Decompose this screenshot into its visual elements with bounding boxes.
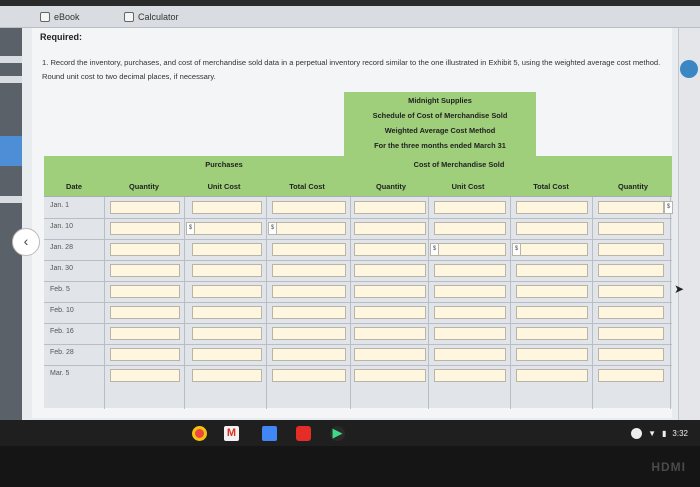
back-arrow-icon[interactable]: ‹ [12, 228, 40, 256]
battery-icon: ▮ [662, 428, 667, 438]
right-circle-icon[interactable] [680, 60, 698, 78]
entry-input[interactable] [192, 264, 262, 277]
strip-divider [0, 196, 22, 203]
entry-input[interactable] [110, 285, 180, 298]
entry-input[interactable] [272, 243, 346, 256]
currency-symbol: $ [186, 222, 195, 235]
entry-input[interactable] [272, 264, 346, 277]
table-row [44, 197, 672, 218]
currency-symbol: $ [268, 222, 277, 235]
entry-input[interactable] [272, 327, 346, 340]
entry-input[interactable] [192, 201, 262, 214]
play-store-icon[interactable]: ▶ [330, 426, 345, 441]
entry-input[interactable] [110, 369, 180, 382]
strip-divider [0, 76, 22, 83]
entry-input[interactable] [354, 264, 426, 277]
purchases-header: Purchases [205, 160, 243, 169]
entry-input[interactable] [516, 369, 588, 382]
entry-input[interactable] [192, 369, 262, 382]
screen [0, 6, 700, 426]
currency-symbol: $ [512, 243, 521, 256]
entry-input[interactable] [598, 327, 664, 340]
entry-input[interactable] [272, 201, 346, 214]
col-purchase-total-cost: Total Cost [289, 182, 325, 191]
entry-input[interactable] [516, 201, 588, 214]
entry-input[interactable] [192, 306, 262, 319]
row-date: Jan. 1 [50, 202, 70, 209]
strip-active-marker [0, 136, 22, 166]
schedule-period: For the three months ended March 31 [374, 141, 506, 150]
col-purchase-quantity: Quantity [129, 182, 159, 191]
col-cogs-quantity: Quantity [376, 182, 406, 191]
entry-input[interactable] [434, 222, 506, 235]
tab-calculator-label: Calculator [138, 12, 179, 22]
schedule-title: Schedule of Cost of Merchandise Sold [372, 111, 508, 120]
entry-input[interactable] [598, 306, 664, 319]
entry-input[interactable] [272, 285, 346, 298]
entry-input[interactable] [516, 285, 588, 298]
entry-input[interactable] [272, 369, 346, 382]
book-icon [40, 12, 50, 22]
notification-icon [631, 428, 642, 439]
entry-input[interactable] [354, 327, 426, 340]
gmail-icon[interactable]: M [224, 426, 239, 441]
entry-input[interactable] [434, 285, 506, 298]
entry-input[interactable] [434, 348, 506, 361]
entry-input[interactable] [434, 306, 506, 319]
table-row [44, 323, 672, 344]
row-date: Jan. 10 [50, 223, 73, 230]
currency-symbol: $ [430, 243, 439, 256]
entry-input[interactable] [110, 306, 180, 319]
company-name: Midnight Supplies [408, 96, 472, 105]
entry-input[interactable] [598, 201, 664, 214]
entry-input[interactable] [354, 306, 426, 319]
row-date: Jan. 30 [50, 265, 73, 272]
entry-input[interactable] [192, 222, 262, 235]
youtube-icon[interactable] [296, 426, 311, 441]
right-edge-strip [678, 28, 700, 426]
entry-input[interactable] [434, 264, 506, 277]
entry-input[interactable] [354, 348, 426, 361]
col-cogs-unit-cost: Unit Cost [451, 182, 485, 191]
row-date: Feb. 5 [50, 286, 70, 293]
entry-input[interactable] [110, 222, 180, 235]
entry-input[interactable] [110, 243, 180, 256]
entry-input[interactable] [434, 327, 506, 340]
entry-input[interactable] [598, 285, 664, 298]
screen-bezel-bottom [0, 446, 700, 487]
wifi-icon: ▼ [648, 428, 657, 438]
entry-input[interactable] [598, 264, 664, 277]
schedule-method: Weighted Average Cost Method [384, 126, 496, 135]
table-row [44, 239, 672, 260]
tab-ebook[interactable] [40, 9, 80, 25]
table-row [44, 365, 672, 386]
col-date: Date [65, 182, 83, 191]
required-heading: Required: [40, 32, 83, 42]
col-inventory-quantity: Quantity [618, 182, 648, 191]
entry-input[interactable] [192, 348, 262, 361]
hdmi-label: HDMI [651, 460, 686, 474]
entry-input[interactable] [354, 369, 426, 382]
entry-input[interactable] [192, 327, 262, 340]
entry-input[interactable] [516, 222, 588, 235]
entry-input[interactable] [192, 285, 262, 298]
entry-input[interactable] [598, 222, 664, 235]
col-purchase-unit-cost: Unit Cost [207, 182, 241, 191]
entry-input[interactable] [110, 264, 180, 277]
main-content [32, 28, 672, 418]
chrome-icon[interactable] [192, 426, 207, 441]
table-row [44, 344, 672, 365]
row-date: Feb. 10 [50, 307, 74, 314]
tab-ebook-label: eBook [54, 12, 80, 22]
status-tray[interactable] [631, 424, 688, 442]
table-row [44, 260, 672, 281]
col-cogs-total-cost: Total Cost [533, 182, 569, 191]
entry-input[interactable] [110, 327, 180, 340]
entry-input[interactable] [598, 369, 664, 382]
entry-input[interactable] [192, 243, 262, 256]
table-row [44, 218, 672, 239]
table-body [44, 196, 672, 408]
calculator-icon [124, 12, 134, 22]
row-date: Feb. 16 [50, 328, 74, 335]
instructions-text: 1. Record the inventory, purchases, and cost of merchandise sold data in a perpetual inventory record similar to the one illustrated in Exhibit 5, using the weighted average cost method. Round unit cost to two decimal places, if necessary. [42, 58, 661, 81]
table-row [44, 281, 672, 302]
row-date: Jan. 28 [50, 244, 73, 251]
entry-input[interactable] [434, 369, 506, 382]
entry-input[interactable] [354, 201, 426, 214]
tab-calculator[interactable] [124, 9, 179, 25]
entry-input[interactable] [516, 348, 588, 361]
currency-symbol: $ [664, 201, 673, 214]
entry-input[interactable] [516, 243, 588, 256]
tab-bar [0, 6, 700, 28]
entry-input[interactable] [272, 222, 346, 235]
entry-input[interactable] [598, 243, 664, 256]
mouse-cursor-icon: ➤ [674, 282, 685, 296]
strip-divider [0, 56, 22, 63]
os-shelf [0, 420, 700, 446]
entry-input[interactable] [354, 222, 426, 235]
entry-input[interactable] [110, 348, 180, 361]
entry-input[interactable] [434, 243, 506, 256]
entry-input[interactable] [272, 306, 346, 319]
entry-input[interactable] [516, 264, 588, 277]
entry-input[interactable] [110, 201, 180, 214]
entry-input[interactable] [434, 201, 506, 214]
entry-input[interactable] [354, 285, 426, 298]
clock: 3:32 [672, 428, 688, 438]
left-sidebar-strip [0, 28, 22, 426]
entry-input[interactable] [354, 243, 426, 256]
table-row [44, 302, 672, 323]
entry-input[interactable] [598, 348, 664, 361]
docs-icon[interactable] [262, 426, 277, 441]
entry-input[interactable] [516, 327, 588, 340]
entry-input[interactable] [516, 306, 588, 319]
entry-input[interactable] [272, 348, 346, 361]
row-date: Mar. 5 [50, 370, 70, 377]
cogs-header: Cost of Merchandise Sold [413, 160, 505, 169]
row-date: Feb. 28 [50, 349, 74, 356]
